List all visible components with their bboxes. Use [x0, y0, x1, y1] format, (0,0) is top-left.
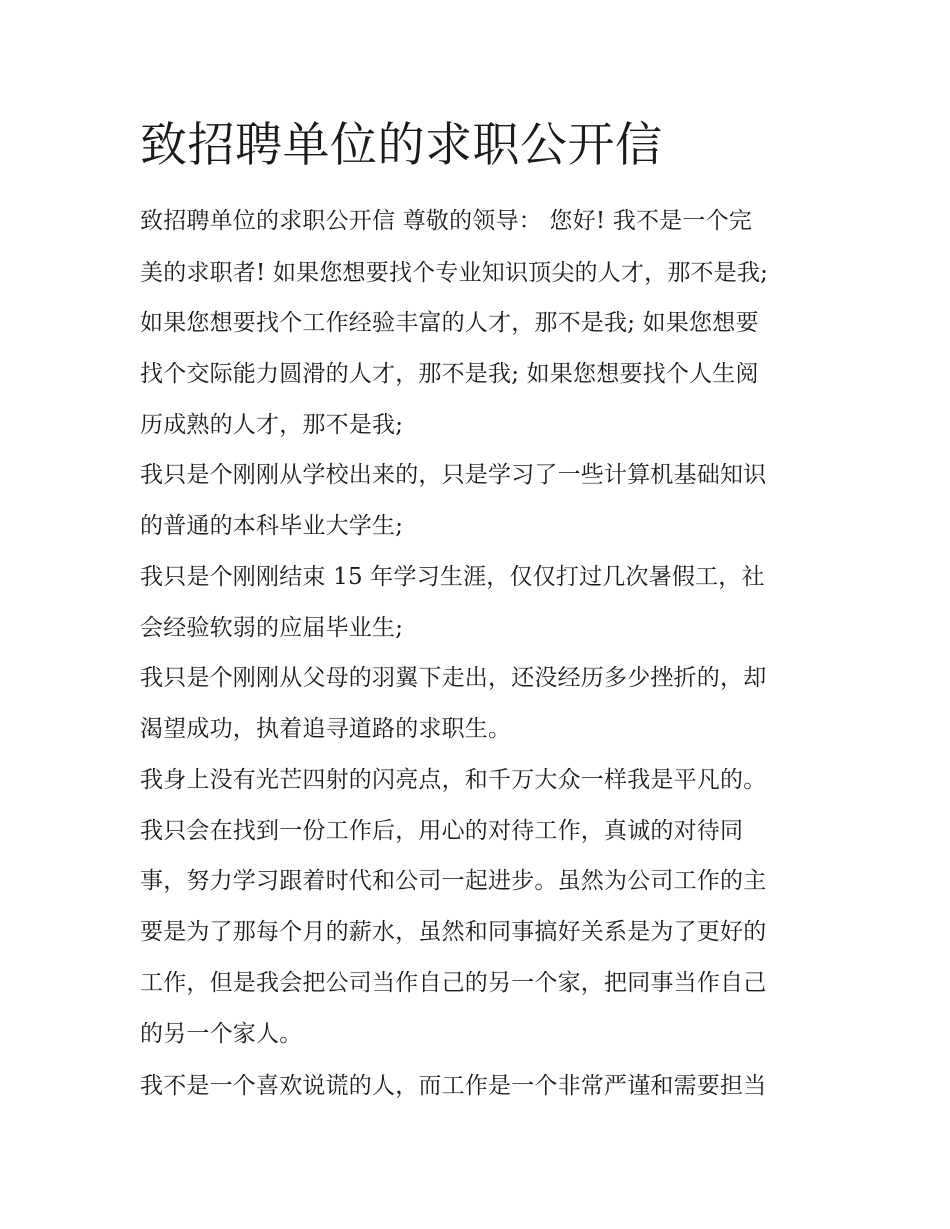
body-line-1: 致招聘单位的求职公开信 尊敬的领导： 您好! 我不是一个完	[140, 208, 752, 234]
body-line-14: 事，努力学习跟着时代和公司一起进步。虽然为公司工作的主	[140, 868, 767, 894]
body-line-8: 我只是个刚刚结束 15 年学习生涯，仅仅打过几次暑假工，社	[140, 564, 765, 590]
body-line-11: 渴望成功，执着追寻道路的求职生。	[140, 716, 512, 742]
body-line-2: 美的求职者! 如果您想要找个专业知识顶尖的人才，那不是我;	[140, 260, 769, 286]
body-line-4: 找个交际能力圆滑的人才，那不是我; 如果您想要找个人生阅	[140, 361, 759, 387]
body-line-12: 我身上没有光芒四射的闪亮点，和千万大众一样我是平凡的。	[140, 767, 767, 793]
body-line-15: 要是为了那每个月的薪水，虽然和同事搞好关系是为了更好的	[140, 919, 767, 945]
body-line-16: 工作，但是我会把公司当作自己的另一个家，把同事当作自己	[140, 970, 767, 996]
document-title: 致招聘单位的求职公开信	[140, 118, 663, 173]
body-line-3: 如果您想要找个工作经验丰富的人才，那不是我; 如果您想要	[140, 310, 759, 336]
body-line-17: 的另一个家人。	[140, 1021, 303, 1047]
body-line-10: 我只是个刚刚从父母的羽翼下走出，还没经历多少挫折的，却	[140, 665, 767, 691]
body-line-18: 我不是一个喜欢说谎的人，而工作是一个非常严谨和需要担当	[140, 1073, 767, 1099]
body-line-13: 我只会在找到一份工作后，用心的对待工作，真诚的对待同	[140, 818, 744, 844]
body-line-5: 历成熟的人才，那不是我;	[140, 412, 404, 438]
body-line-6: 我只是个刚刚从学校出来的，只是学习了一些计算机基础知识	[140, 462, 767, 488]
body-line-7: 的普通的本科毕业大学生;	[140, 513, 404, 539]
body-line-9: 会经验软弱的应届毕业生;	[140, 615, 404, 641]
